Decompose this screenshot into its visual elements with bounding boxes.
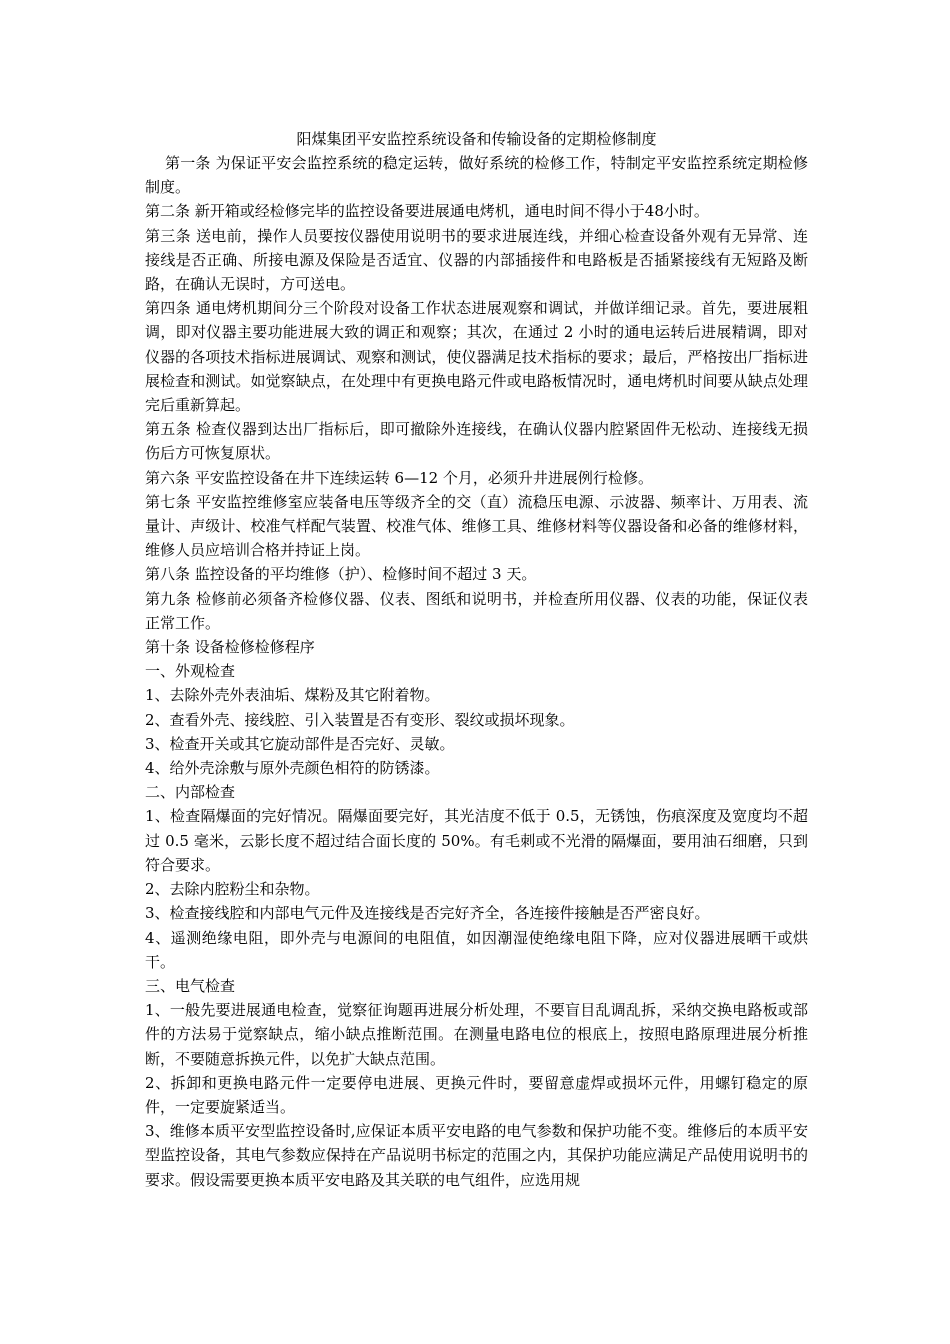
list-item: 2、查看外壳、接线腔、引入装置是否有变形、裂纹或损坏现象。	[145, 710, 575, 729]
list-item: 3、检查接线腔和内部电气元件及连接线是否完好齐全，各连接件接触是否严密良好。	[145, 904, 710, 923]
list-item: 2、拆卸和更换电路元件一定要停电进展、更换元件时，要留意虚焊或损坏元件，用螺钉稳定的原件，一定要旋紧适当。	[145, 1073, 808, 1116]
article-9: 第九条 检修前必须备齐检修仪器、仪表、图纸和说明书，并检查所用仪器、仪表的功能，保证仪表正常工作。	[145, 589, 808, 632]
article-2: 第二条 新开箱或经检修完毕的监控设备要进展通电烤机，通电时间不得小于48小时。	[145, 202, 709, 221]
section-heading-interior: 二、内部检查	[145, 783, 236, 802]
section-heading-exterior: 一、外观检查	[145, 662, 236, 681]
list-item: 3、维修本质平安型监控设备时,应保证本质平安电路的电气参数和保护功能不变。维修后的本质平安型监控设备，其电气参数应保持在产品说明书标定的范围之内，其保护功能应满足产品使用说明书的要求。假设需要更换本质平安电路及其关联的电气组件，应选用规	[145, 1122, 808, 1189]
article-1: 第一条 为保证平安会监控系统的稳定运转，做好系统的检修工作，特制定平安监控系统定期检修制度。	[145, 154, 808, 197]
document-page	[145, 127, 808, 1192]
article-5: 第五条 检查仪器到达出厂指标后，即可撤除外连接线，在确认仪器内腔紧固件无松动、连接线无损伤后方可恢复原状。	[145, 420, 808, 463]
list-item: 4、给外壳涂敷与原外壳颜色相符的防锈漆。	[145, 759, 440, 778]
list-item: 1、检查隔爆面的完好情况。隔爆面要完好，其光洁度不低于 0.5，无锈蚀，伤痕深度及宽度均不超过 0.5 毫米，云影长度不超过结合面长度的 50%。有毛刺或不光滑的隔爆面，要用油石细磨，只到符合要求。	[145, 807, 808, 874]
document-title: 阳煤集团平安监控系统设备和传输设备的定期检修制度	[296, 130, 657, 148]
article-6: 第六条 平安监控设备在井下连续运转 6—12 个月，必须升井进展例行检修。	[145, 468, 653, 487]
article-10: 第十条 设备检修检修程序	[145, 638, 315, 657]
list-item: 4、遥测绝缘电阻，即外壳与电源间的电阻值，如因潮湿使绝缘电阻下降，应对仪器进展晒干或烘干。	[145, 928, 808, 971]
article-8: 第八条 监控设备的平均维修（护）、检修时间不超过 3 天。	[145, 565, 537, 584]
list-item: 2、去除内腔粉尘和杂物。	[145, 880, 320, 899]
article-7: 第七条 平安监控维修室应装备电压等级齐全的交（直）流稳压电源、示波器、频率计、万用表、流量计、声级计、校准气样配气装置、校准气体、维修工具、维修材料等仪器设备和必备的维修材料，维修人员应培训合格并持证上岗。	[145, 492, 808, 560]
section-heading-electrical: 三、电气检查	[145, 976, 236, 995]
list-item: 1、一般先要进展通电检查，觉察征询题再进展分析处理，不要盲目乱调乱拆，采纳交换电路板或部件的方法易于觉察缺点，缩小缺点推断范围。在测量电路电位的根底上，按照电路原理进展分析推断，不要随意拆换元件，以免扩大缺点范围。	[145, 1001, 808, 1068]
article-4: 第四条 通电烤机期间分三个阶段对设备工作状态进展观察和调试，并做详细记录。首先，要进展粗调，即对仪器主要功能进展大致的调正和观察；其次，在通过 2 小时的通电运转后进展精调，即对仪器的各项技术指标进展调试、观察和测试，使仪器满足技术指标的要求；最后，严格按出厂指标进展检查和测试。如觉察缺点，在处理中有更换电路元件或电路板情况时，通电烤机时间要从缺点处理完后重新算起。	[145, 299, 808, 415]
article-3: 第三条 送电前，操作人员要按仪器使用说明书的要求进展连线，并细心检查设备外观有无异常、连接线是否正确、所接电源及保险是否适宜、仪器的内部插接件和电路板是否插紧接线有无短路及断路，在确认无误时，方可送电。	[145, 226, 808, 294]
list-item: 1、去除外壳外表油垢、煤粉及其它附着物。	[145, 686, 440, 705]
list-item: 3、检查开关或其它旋动部件是否完好、灵敏。	[145, 734, 455, 753]
